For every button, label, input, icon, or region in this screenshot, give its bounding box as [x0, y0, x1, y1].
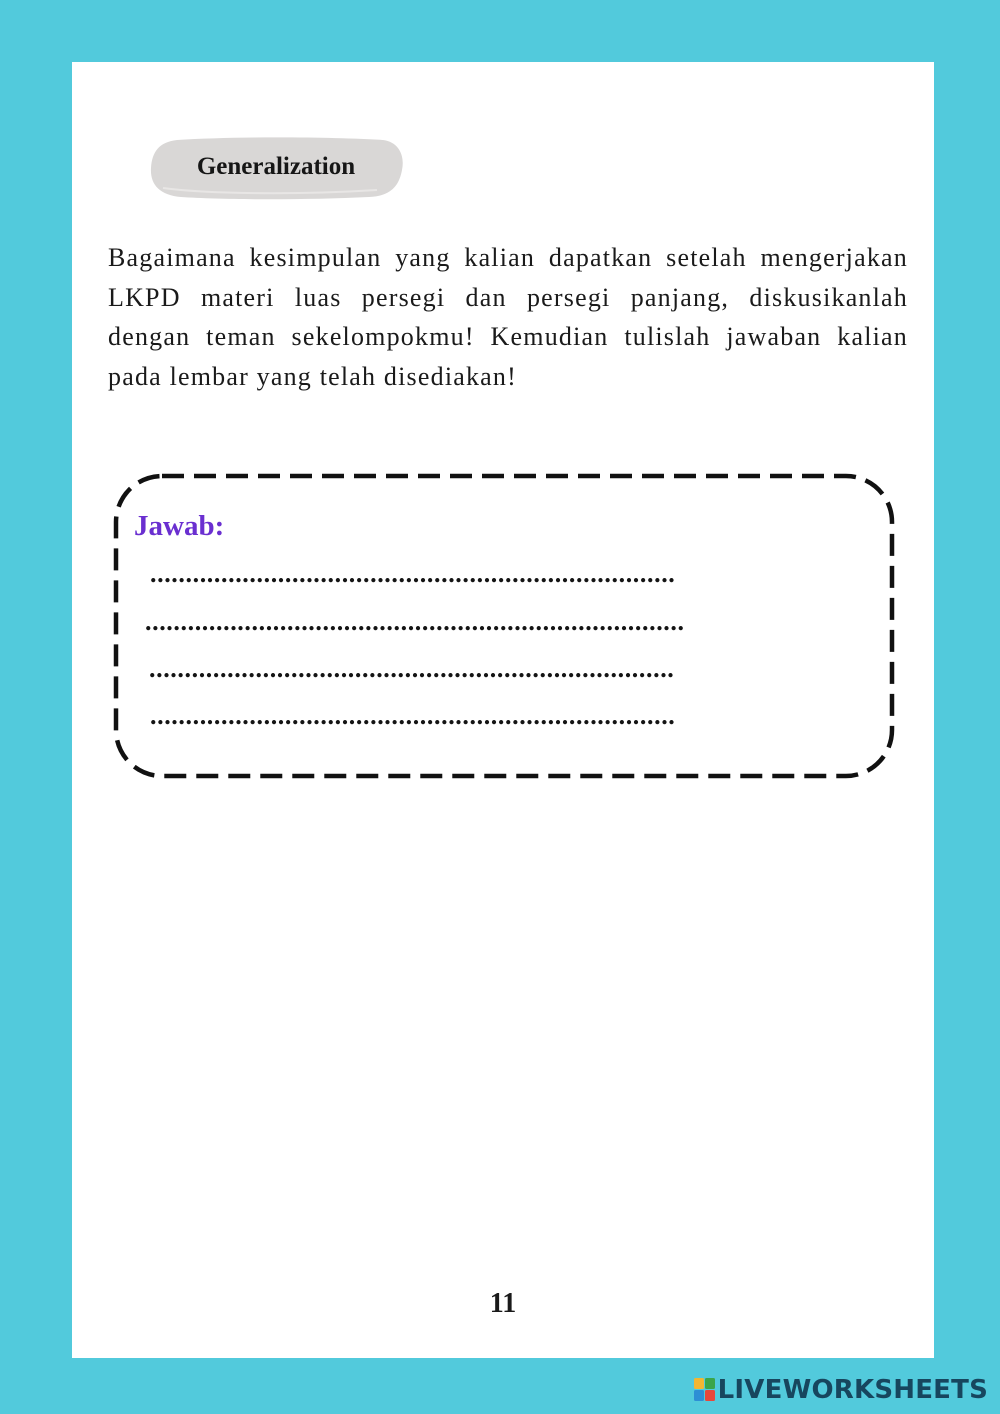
- liveworksheets-watermark: [694, 1372, 988, 1408]
- instruction-text: Bagaimana kesimpulan yang kalian dapatkan setelah mengerjakan LKPD materi luas persegi dan persegi panjang, diskusikanlah dengan teman sekelompokmu! Kemudian tulislah jawaban kalian pada lembar yang telah disediakan!: [108, 243, 908, 391]
- page-number: 11: [489, 1288, 517, 1319]
- section-badge: [147, 134, 405, 202]
- answer-box: [112, 472, 898, 784]
- answer-line-3[interactable]: ..........................................................................: [149, 654, 675, 683]
- watermark-brand: LIVEWORKSHEETS: [717, 1375, 988, 1405]
- answer-line-1[interactable]: ..........................................................................: [150, 559, 676, 588]
- answer-line-4[interactable]: ..........................................................................: [150, 701, 676, 730]
- section-title: Generalization: [196, 153, 356, 180]
- worksheet-page: [72, 62, 934, 1358]
- liveworksheets-logo-icon: [694, 1377, 716, 1403]
- answer-title: Jawab:: [134, 510, 225, 542]
- answer-line-2[interactable]: ............................................................................: [145, 607, 685, 636]
